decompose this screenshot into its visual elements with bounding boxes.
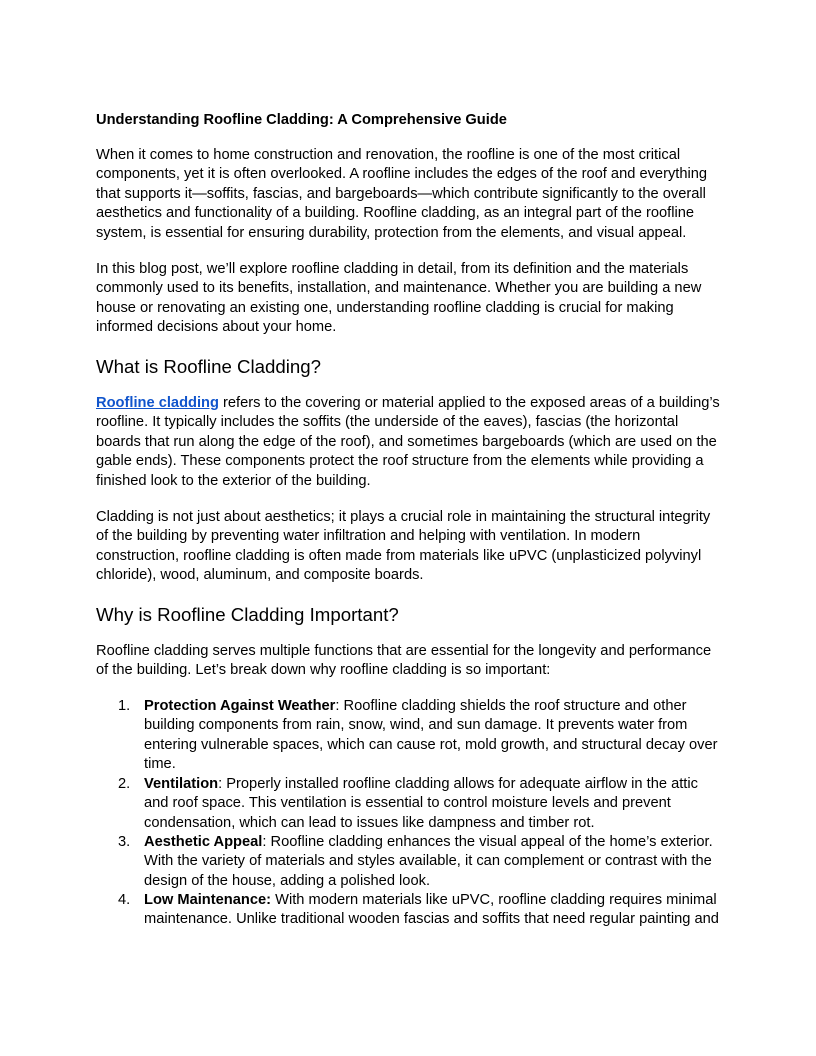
section-heading-what-is: What is Roofline Cladding? [96, 356, 322, 377]
list-number: 2. [118, 776, 131, 792]
list-item [96, 697, 724, 775]
definition-text: refers to the covering or material applied to the exposed areas of a building’s roofline. It typically includes the soffits (the underside of the eaves), fascias (the horizontal boards that run along the edge of the roof), and sometimes bargeboards (which are used on the gable ends). These components protect the roof structure from the elements while providing a finished look to the exterior of the building. [96, 395, 720, 489]
list-item [96, 891, 724, 930]
list-text: : Properly installed roofline cladding allows for adequate airflow in the attic and roof space. This ventilation is essential to control moisture levels and prevent condensation, which can lead to issues like dampness and timber rot. [144, 776, 698, 831]
list-text: : Roofline cladding shields the roof structure and other building components from rain, snow, wind, and sun damage. It prevents water from entering vulnerable spaces, which can cause rot, mold growth, and structural decay over time. [144, 698, 718, 773]
importance-paragraph: Roofline cladding serves multiple functions that are essential for the longevity and performance of the building. Let’s break down why roofline cladding is so important: [96, 643, 712, 679]
cladding-paragraph: Cladding is not just about aesthetics; it plays a crucial role in maintaining the structural integrity of the building by preventing water infiltration and helping with ventilation. In modern construction, roofline cladding is often made from materials like uPVC (unplasticized polyvinyl chloride), wood, aluminum, and composite boards. [96, 509, 711, 584]
list-number: 1. [118, 698, 131, 714]
list-text: : Roofline cladding enhances the visual appeal of the home’s exterior. With the variety of materials and styles available, it can complement or contrast with the design of the house, adding a polished look. [144, 834, 713, 889]
list-item [96, 775, 724, 833]
list-term: Protection Against Weather [144, 698, 336, 714]
roofline-cladding-link[interactable]: Roofline cladding [96, 395, 219, 411]
intro-paragraph-1: When it comes to home construction and renovation, the roofline is one of the most critical components, yet it is often overlooked. A roofline includes the edges of the roof and everything that supports it—soffits, fascias, and bargeboards—which contribute significantly to the overall aesthetics and functionality of a building. Roofline cladding, as an integral part of the roofline system, is essential for ensuring durability, protection from the elements, and visual appeal. [96, 147, 708, 241]
document-title: Understanding Roofline Cladding: A Comprehensive Guide [96, 112, 507, 128]
list-number: 4. [118, 892, 131, 908]
list-item [96, 833, 724, 891]
list-term: Ventilation [144, 776, 219, 792]
intro-paragraph-2: In this blog post, we’ll explore roofline cladding in detail, from its definition and the materials commonly used to its benefits, installation, and maintenance. Whether you are building a new house or renovating an existing one, understanding roofline cladding is crucial for making informed decisions about your home. [96, 261, 702, 336]
list-text: With modern materials like uPVC, roofline cladding requires minimal maintenance. Unlike traditional wooden fascias and soffits that need regular painting and [144, 892, 719, 928]
list-number: 3. [118, 834, 131, 850]
definition-paragraph [96, 394, 724, 491]
list-term: Aesthetic Appeal [144, 834, 263, 850]
section-heading-why-important: Why is Roofline Cladding Important? [96, 604, 399, 625]
list-term: Low Maintenance: [144, 892, 272, 908]
